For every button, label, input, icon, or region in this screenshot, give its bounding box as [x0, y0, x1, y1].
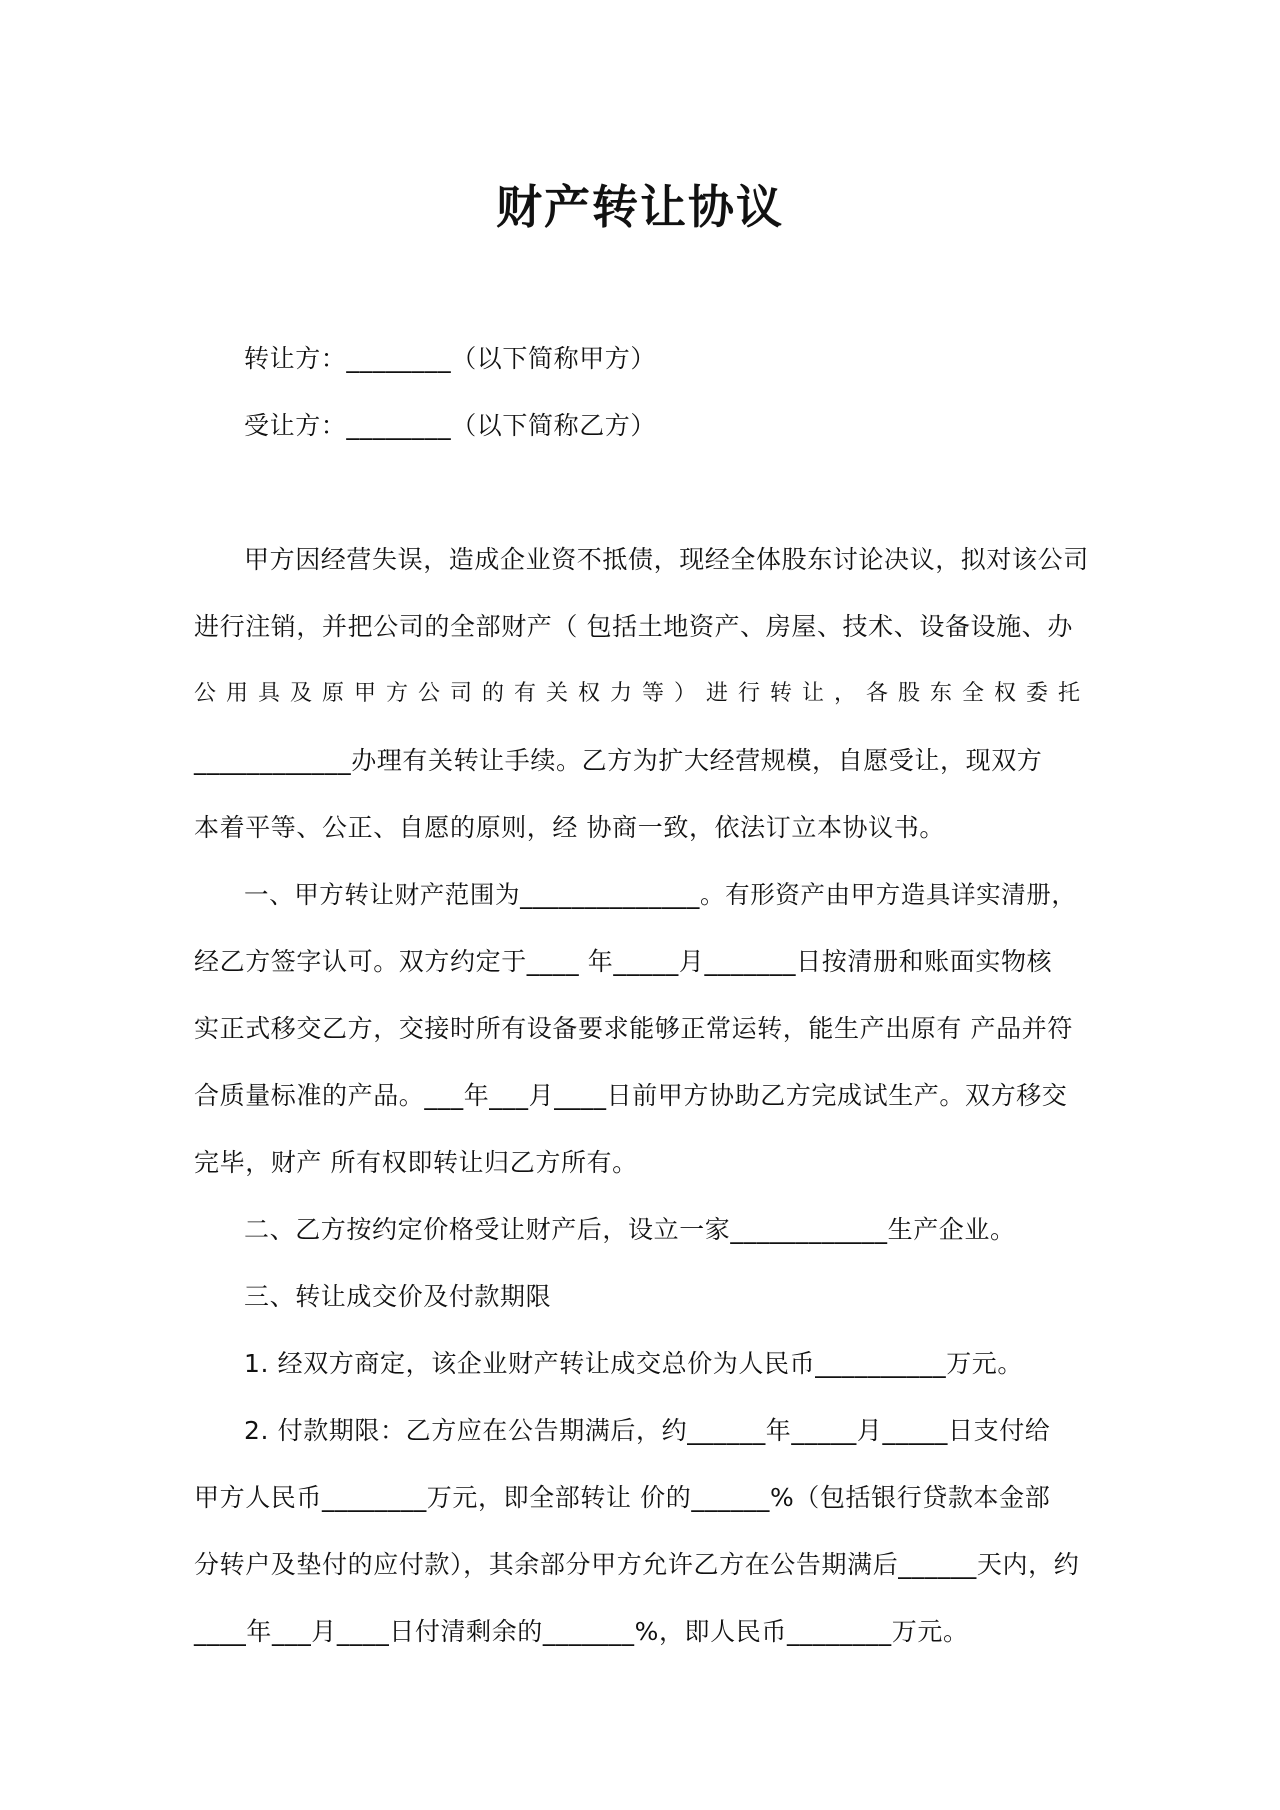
- clause-3-item-1: 1. 经双方商定，该企业财产转让成交总价为人民币__________万元。: [244, 1349, 1024, 1378]
- clause-1-line: 完毕，财产 所有权即转让归乙方所有。: [194, 1148, 638, 1177]
- clause-3-item-2-line: 甲方人民币________万元，即全部转让 价的______%（包括银行贷款本金部: [194, 1483, 1051, 1512]
- clause-3-item-2-line: ____年___月____日付清剩余的_______%，即人民币________万元。: [194, 1617, 969, 1646]
- preamble-line: ____________办理有关转让手续。乙方为扩大经营规模，自愿受让，现双方: [194, 746, 1043, 775]
- clause-3-item-2-line: 分转户及垫付的应付款），其余部分甲方允许乙方在公告期满后______天内，约: [194, 1550, 1080, 1579]
- transferee-line: 受让方：________（以下简称乙方）: [244, 411, 657, 440]
- clause-1-line: 合质量标准的产品。___年___月____日前甲方协助乙方完成试生产。双方移交: [194, 1081, 1068, 1110]
- clause-1-line: 实正式移交乙方，交接时所有设备要求能够正常运转，能生产出原有 产品并符: [194, 1014, 1073, 1043]
- preamble-line: 甲方因经营失误，造成企业资不抵债，现经全体股东讨论决议，拟对该公司: [244, 545, 1089, 574]
- clause-3-heading: 三、转让成交价及付款期限: [244, 1282, 552, 1311]
- document-title: 财产转让协议: [496, 180, 784, 234]
- clause-1-line: 一、甲方转让财产范围为______________。有形资产由甲方造具详实清册，: [244, 880, 1077, 909]
- clause-3-item-2-line: 2. 付款期限：乙方应在公告期满后，约______年_____月_____日支付给: [244, 1416, 1051, 1445]
- preamble-line: 公用具及原甲方公司的有关权力等）进行转让，各股东全权委托: [194, 681, 1091, 706]
- clause-1-line: 经乙方签字认可。双方约定于____ 年_____月_______日按清册和账面实物核: [194, 947, 1053, 976]
- clause-2: 二、乙方按约定价格受让财产后，设立一家____________生产企业。: [244, 1215, 1016, 1244]
- preamble-line: 本着平等、公正、自愿的原则，经 协商一致，依法订立本协议书。: [194, 813, 945, 842]
- preamble-line: 进行注销，并把公司的全部财产（ 包括土地资产、房屋、技术、设备设施、办: [194, 612, 1073, 641]
- transferor-line: 转让方：________（以下简称甲方）: [244, 344, 657, 373]
